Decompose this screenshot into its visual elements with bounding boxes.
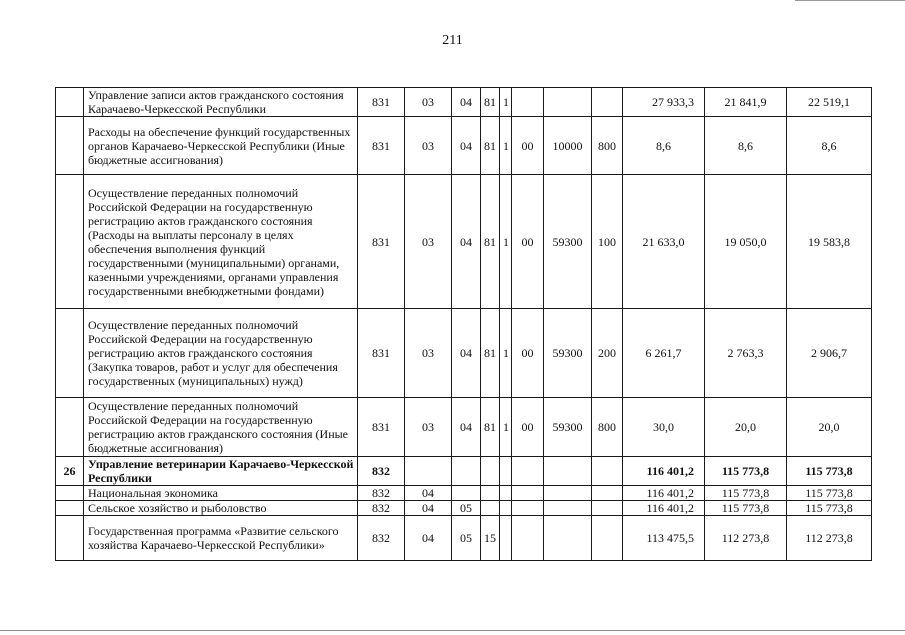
amount-year1: 6 261,7 bbox=[623, 309, 705, 398]
amount-year2: 8,6 bbox=[705, 117, 787, 175]
row-index bbox=[56, 486, 84, 501]
code-ved: 831 bbox=[358, 309, 405, 398]
code-ved: 831 bbox=[358, 88, 405, 117]
row-name: Осуществление переданных полномочий Российской Федерации на государственную регистрацию актов гражданского состояния (Иные бюджетные ассигнования) bbox=[84, 398, 358, 457]
amount-year1: 8,6 bbox=[623, 117, 705, 175]
code-vr: 800 bbox=[592, 117, 623, 175]
code-ved: 831 bbox=[358, 117, 405, 175]
code-cs2 bbox=[500, 516, 512, 561]
code-rz: 03 bbox=[405, 309, 452, 398]
amount-year3: 115 773,8 bbox=[787, 457, 872, 486]
amount-year3: 22 519,1 bbox=[787, 88, 872, 117]
row-name: Управление ветеринарии Карачаево-Черкесской Республики bbox=[84, 457, 358, 486]
code-rz: 04 bbox=[405, 516, 452, 561]
code-cs1 bbox=[481, 486, 500, 501]
code-ved: 831 bbox=[358, 398, 405, 457]
code-pr: 05 bbox=[452, 501, 481, 516]
code-cs4 bbox=[544, 516, 592, 561]
table-row bbox=[56, 457, 872, 486]
code-ved: 832 bbox=[358, 516, 405, 561]
code-cs3: 00 bbox=[512, 398, 544, 457]
row-index bbox=[56, 175, 84, 309]
code-cs4: 59300 bbox=[544, 398, 592, 457]
amount-year2: 115 773,8 bbox=[705, 501, 787, 516]
code-rz: 04 bbox=[405, 501, 452, 516]
code-cs2: 1 bbox=[500, 88, 512, 117]
row-name: Государственная программа «Развитие сельского хозяйства Карачаево-Черкесской Республики» bbox=[84, 516, 358, 561]
code-cs1: 15 bbox=[481, 516, 500, 561]
code-vr bbox=[592, 516, 623, 561]
code-cs4 bbox=[544, 88, 592, 117]
table-row bbox=[56, 501, 872, 516]
amount-year3: 20,0 bbox=[787, 398, 872, 457]
row-index bbox=[56, 88, 84, 117]
table-row bbox=[56, 516, 872, 561]
code-pr: 04 bbox=[452, 88, 481, 117]
amount-year2: 20,0 bbox=[705, 398, 787, 457]
code-cs2 bbox=[500, 501, 512, 516]
code-cs3 bbox=[512, 457, 544, 486]
amount-year2: 2 763,3 bbox=[705, 309, 787, 398]
code-cs1: 81 bbox=[481, 88, 500, 117]
amount-year1: 21 633,0 bbox=[623, 175, 705, 309]
amount-year3: 2 906,7 bbox=[787, 309, 872, 398]
code-rz: 03 bbox=[405, 117, 452, 175]
amount-year2: 112 273,8 bbox=[705, 516, 787, 561]
code-vr: 200 bbox=[592, 309, 623, 398]
code-cs3: 00 bbox=[512, 175, 544, 309]
table-row bbox=[56, 309, 872, 398]
amount-year3: 115 773,8 bbox=[787, 486, 872, 501]
code-pr: 04 bbox=[452, 175, 481, 309]
code-vr: 100 bbox=[592, 175, 623, 309]
code-cs2: 1 bbox=[500, 309, 512, 398]
amount-year3: 112 273,8 bbox=[787, 516, 872, 561]
code-cs3 bbox=[512, 88, 544, 117]
code-cs2: 1 bbox=[500, 175, 512, 309]
row-name: Национальная экономика bbox=[84, 486, 358, 501]
code-pr bbox=[452, 486, 481, 501]
code-ved: 832 bbox=[358, 457, 405, 486]
amount-year2: 19 050,0 bbox=[705, 175, 787, 309]
row-index bbox=[56, 117, 84, 175]
page-number: 211 bbox=[442, 33, 463, 48]
code-vr bbox=[592, 88, 623, 117]
code-pr bbox=[452, 457, 481, 486]
amount-year3: 19 583,8 bbox=[787, 175, 872, 309]
row-index bbox=[56, 516, 84, 561]
code-cs2 bbox=[500, 457, 512, 486]
code-rz: 03 bbox=[405, 398, 452, 457]
code-cs3 bbox=[512, 486, 544, 501]
code-ved: 832 bbox=[358, 501, 405, 516]
amount-year1: 30,0 bbox=[623, 398, 705, 457]
table-row bbox=[56, 117, 872, 175]
table-row bbox=[56, 486, 872, 501]
amount-year1: 27 933,3 bbox=[623, 88, 705, 117]
amount-year3: 8,6 bbox=[787, 117, 872, 175]
row-index bbox=[56, 501, 84, 516]
amount-year3: 115 773,8 bbox=[787, 501, 872, 516]
code-rz: 03 bbox=[405, 88, 452, 117]
code-pr: 04 bbox=[452, 398, 481, 457]
table-row bbox=[56, 398, 872, 457]
row-name: Расходы на обеспечение функций государственных органов Карачаево-Черкесской Республики (Иные бюджетные ассигнования) bbox=[84, 117, 358, 175]
row-name: Управление записи актов гражданского состояния Карачаево-Черкесской Республики bbox=[84, 88, 358, 117]
code-cs3 bbox=[512, 516, 544, 561]
row-index bbox=[56, 309, 84, 398]
amount-year1: 116 401,2 bbox=[623, 501, 705, 516]
code-cs1: 81 bbox=[481, 309, 500, 398]
code-rz bbox=[405, 457, 452, 486]
row-name: Сельское хозяйство и рыболовство bbox=[84, 501, 358, 516]
amount-year2: 115 773,8 bbox=[705, 457, 787, 486]
code-cs3: 00 bbox=[512, 309, 544, 398]
code-cs4: 59300 bbox=[544, 309, 592, 398]
code-ved: 831 bbox=[358, 175, 405, 309]
amount-year1: 113 475,5 bbox=[623, 516, 705, 561]
code-cs4 bbox=[544, 501, 592, 516]
code-cs3: 00 bbox=[512, 117, 544, 175]
code-pr: 05 bbox=[452, 516, 481, 561]
table-row bbox=[56, 175, 872, 309]
code-cs4 bbox=[544, 457, 592, 486]
row-index: 26 bbox=[56, 457, 84, 486]
amount-year1: 116 401,2 bbox=[623, 486, 705, 501]
code-cs1: 81 bbox=[481, 398, 500, 457]
code-cs2: 1 bbox=[500, 117, 512, 175]
row-name: Осуществление переданных полномочий Российской Федерации на государственную регистрацию актов гражданского состояния (Закупка товаров, работ и услуг для обеспечения государственных (муниципальных) нужд) bbox=[84, 309, 358, 398]
code-cs3 bbox=[512, 501, 544, 516]
code-cs1 bbox=[481, 501, 500, 516]
code-vr bbox=[592, 457, 623, 486]
amount-year2: 115 773,8 bbox=[705, 486, 787, 501]
amount-year1: 116 401,2 bbox=[623, 457, 705, 486]
top-edge-rule bbox=[795, 0, 905, 3]
code-pr: 04 bbox=[452, 117, 481, 175]
row-name: Осуществление переданных полномочий Российской Федерации на государственную регистрацию актов гражданского состояния (Расходы на выплаты персоналу в целях обеспечения выполнения функций государственными (муниципальными) органами, казенными учреждениями, органами управления государственными внебюджетными фондами) bbox=[84, 175, 358, 309]
code-cs4: 59300 bbox=[544, 175, 592, 309]
amount-year2: 21 841,9 bbox=[705, 88, 787, 117]
table-row bbox=[56, 88, 872, 117]
code-cs1: 81 bbox=[481, 175, 500, 309]
code-pr: 04 bbox=[452, 309, 481, 398]
code-cs1 bbox=[481, 457, 500, 486]
bottom-edge-rule bbox=[0, 630, 905, 631]
code-vr: 800 bbox=[592, 398, 623, 457]
code-cs4: 10000 bbox=[544, 117, 592, 175]
code-rz: 03 bbox=[405, 175, 452, 309]
code-cs2: 1 bbox=[500, 398, 512, 457]
code-rz: 04 bbox=[405, 486, 452, 501]
code-cs4 bbox=[544, 486, 592, 501]
code-vr bbox=[592, 486, 623, 501]
row-index bbox=[56, 398, 84, 457]
code-vr bbox=[592, 501, 623, 516]
code-ved: 832 bbox=[358, 486, 405, 501]
code-cs2 bbox=[500, 486, 512, 501]
budget-table bbox=[55, 87, 872, 561]
code-cs1: 81 bbox=[481, 117, 500, 175]
